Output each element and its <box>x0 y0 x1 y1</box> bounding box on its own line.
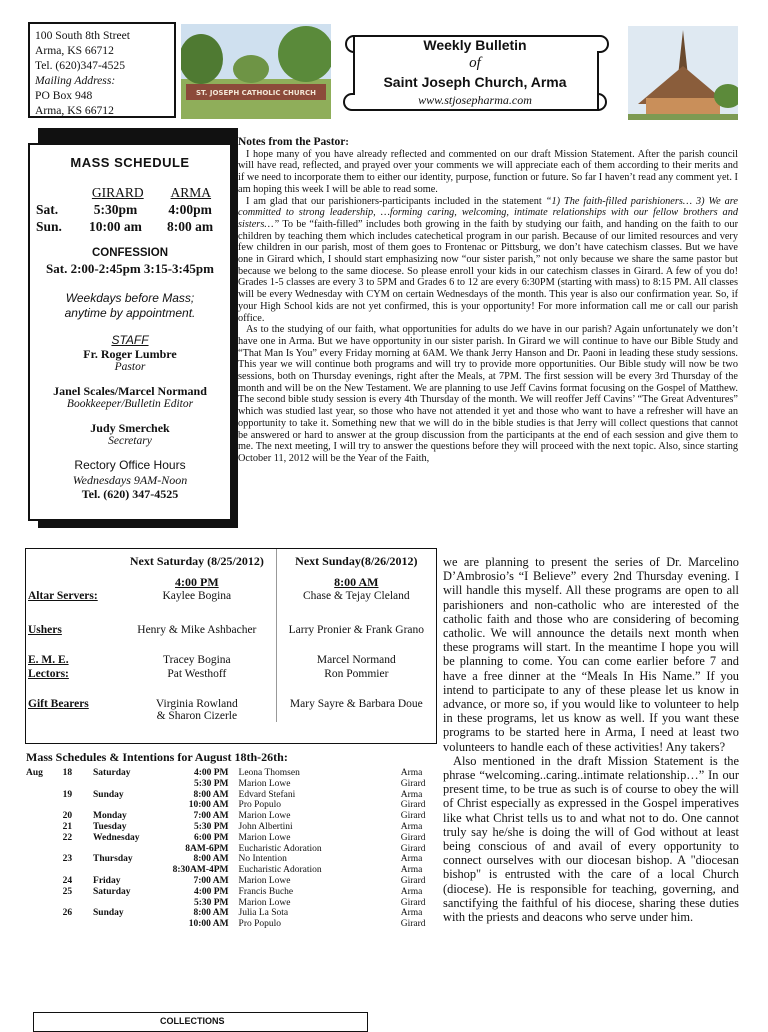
staff-name: Janel Scales/Marcel Normand <box>53 384 207 398</box>
col-arma: ARMA <box>170 185 212 200</box>
list-item: Aug 18 Saturday 4:00 PM Leona Thomsen Arma <box>26 768 423 778</box>
sun-header: Next Sunday(8/26/2012) <box>276 549 436 569</box>
list-item: 5:30 PM Marion Lowe Girard <box>193 778 426 789</box>
sign-text: ST. JOSEPH CATHOLIC CHURCH <box>196 89 316 97</box>
list-item: 5:30 PM Marion Lowe Girard <box>193 897 426 908</box>
notes-paragraph: I am glad that our parishioners-participants included in the statement “1) The faith-filled parishioners… 3) We are committed to strong leadership, …forming caring, welcoming, intimate relationships with our fellow brothers and sisters…” To be “faith-filled” includes both growing in the faith by studying our faith, and handing on the faith to our children by teaching them which includes catechetical program in our parish. Because of our limited resources and very few children in our parish, most of them goes to Frontenac or Pittsburg, we don’t have catechism classes. But we have one in Girard which, I should start emphasizing now “our sister parish,” not only because we share the same pastor but because we belong to the same diocese. So please enroll your kids in our catechism classes in Girard. A few of you do! Grades 1-5 classes are every 3 to 5PM and Grades 6 to 12 are every 6:30PM (starting with mass) to 8:15 PM. All classes will be every Wednesday with CYM on certain Wednesdays of the month. This year is also our confirmation year. So, if your High School kids are not yet confirmed, this is your opportunity! For more information call me or call our parish office. <box>238 195 738 324</box>
list-item: 23 Thursday 8:00 AM No Intention Arma <box>62 854 423 865</box>
address-line: 100 South 8th Street <box>35 29 131 42</box>
confession-title: CONFESSION <box>91 247 169 259</box>
staff-role: Secretary <box>108 435 152 447</box>
banner-title <box>350 36 600 108</box>
notes-paragraph: As to the studying of our faith, what opportunities for adults do we have in our parish? Again unfortunately we don’t have one in Arma. But we have opportunity in our sister parish. In Girard we will continue to have our Bible Study and “That Man Is You” every Friday morning at 6AM. We thank Jerry Hanson and Dr. Paoni in leading these study sessions. This year we will continue both programs and will try to provide more opportunities. Our Bible study will now be two sessions, both on Thursday evenings, right after the Meals, at 7PM. The first session will be every 3rd Thursday of the month and will be on the New Testament. We are planning to use Jeff Cavins format focusing on the Gospel of Matthew. The second bible study session is every 4th Thursday of the month. We will reoffer Jeff Cavins’ “The Great Adventures” which was studied last year, so those who have not attended it yet and those who want to have a refresher will have an opportunity to take it. Something new that we will do in the bible studies is that Jerry will collect questions that cannot be answered or hard to answer at the group discussion from the participants at the end of each session and give them to me. The next meeting, I will try to answer the questions before they will proceed with the next topic. Also, since starting October 11, 2012 will be the Year of the Faith, <box>238 324 738 464</box>
collections-title: COLLECTIONS <box>160 1016 225 1026</box>
table-row: Ushers Henry & Mike Ashbacher Larry Pronier & Frank Grano <box>26 624 436 654</box>
confession-time: Sat. 2:00-2:45pm 3:15-3:45pm <box>46 261 214 276</box>
list-item: 19 Sunday 8:00 AM Edvard Stefani Arma <box>62 789 423 800</box>
ministry-assignments-table <box>25 548 437 744</box>
office-hours: Wednesdays 9AM-Noon <box>72 473 188 487</box>
address-box <box>28 22 176 118</box>
list-item: 21 Tuesday 5:30 PM John Albertini Arma <box>62 821 423 832</box>
list-item: 24 Friday 7:00 AM Marion Lowe Girard <box>62 875 426 886</box>
pastor-notes-continued <box>443 555 739 924</box>
staff-title: STAFF <box>111 333 149 347</box>
list-item: 20 Monday 7:00 AM Marion Lowe Girard <box>62 811 426 822</box>
staff-role: Bookkeeper/Bulletin Editor <box>66 398 194 410</box>
notes-paragraph: I hope many of you have already reflected and commented on our draft Mission Statement. After the parish council will have read, reflected, and prayed over your comments we will appreciate each of them according to their merits and if we need to incorporate them to either our identity, purpose, function or future. So far I haven’t read any comment yet. I am hoping this week I will be able to read some. <box>238 148 738 195</box>
list-item: 8AM-6PM Eucharistic Adoration Girard <box>185 843 426 854</box>
list-item: 26 Sunday 8:00 AM Julia La Sota Arma <box>62 908 423 919</box>
mailing-line: Arma, KS 66712 <box>35 104 114 117</box>
address-line: Arma, KS 66712 <box>35 44 114 57</box>
office-hours-title: Rectory Office Hours <box>74 458 186 472</box>
list-item: 25 Saturday 4:00 PM Francis Buche Arma <box>62 886 423 897</box>
staff-name: Fr. Roger Lumbre <box>83 347 177 361</box>
staff-name: Judy Smerchek <box>90 421 170 435</box>
office-phone: Tel. (620) 347-4525 <box>81 487 179 501</box>
list-item: 22 Wednesday 6:00 PM Marion Lowe Girard <box>62 832 426 843</box>
sat-time: 4:00 PM <box>175 575 219 589</box>
table-row: E. M. E. Tracey Bogina Marcel Normand <box>26 654 436 668</box>
banner-line-3: Saint Joseph Church, Arma <box>383 74 567 90</box>
notes-paragraph: we are planning to present the series of Dr. Marcelino D’Ambrosio’s “I Believe” every 2nd Thursday evening. I will handle this myself. All these programs are open to all parishioners and non-catholic who are interested of the catholic faith and those who are considering of becoming catholic. We will announce the details next month when these programs will start. In the meantime I hope you will be planning to come. You can come earlier before 7 and have a free dinner at the “Meals In His Name.” If you intend to participate to any of these please let us know in advance, or more so, if you would like to volunteer to help in these programs, let us know as well. If you want these programs to be started here in Arma, I need at least two volunteers to handle each of these activities! Any takers? <box>443 555 739 754</box>
notes-title: Notes from the Pastor <box>238 137 346 148</box>
address-line: Tel. (620)347-4525 <box>35 59 125 72</box>
banner-line-1: Weekly Bulletin <box>423 37 527 53</box>
staff-role: Pastor <box>114 361 146 373</box>
list-item: 10:00 AM Pro Populo Girard <box>188 919 426 930</box>
mailing-line: PO Box 948 <box>35 89 93 102</box>
mass-row-sun: Sun. 10:00 am 8:00 am <box>36 219 214 234</box>
banner-url[interactable]: www.stjosepharma.com <box>418 93 532 107</box>
notes-paragraph: Also mentioned in the draft Mission Statement is the phrase “welcoming..caring..intimate relationship…” In our present time, to be true as such is of course to obey the will of Christ especially as expressed in the Gospel imperatives like what Christ tells us to and what not to do. One cannot truly say he/she is doing the will of God without at least being conscious of and avail of every opportunity to connect ourselves with our diocesan bishop. A "diocesan bishop" is entrusted with the care of a local Church (diocese). He is responsible for teaching, governing, and sanctifying the faithful of his diocese, sharing these duties with the priests and deacons who serve under him. <box>443 753 739 925</box>
mass-row-sat: Sat. 5:30pm 4:00pm <box>36 202 212 217</box>
intentions-list <box>26 768 436 930</box>
mass-schedule-title: MASS SCHEDULE <box>70 155 190 170</box>
weekdays-line-1: Weekdays before Mass; <box>65 291 195 305</box>
table-row: Gift Bearers Virginia Rowland & Sharon Cizerle Mary Sayre & Barbara Doue <box>26 698 436 722</box>
mass-schedule-box <box>28 143 232 521</box>
sun-time: 8:00 AM <box>276 569 436 590</box>
pastor-notes: Notes from the Pastor: I hope many of you have already reflected and commented on our draft Mission Statement. After the parish council will have read, reflected, and prayed over your comments we will appreciate each of them according to their merits and if we need to incorporate them to either our identity, purpose, function or future. So far I haven’t read any comment yet. I am hoping this week I will be able to read some. I am glad that our parishioners-participants included in the statement “1) The faith-filled parishioners… 3) We are committed to strong leadership, …forming caring, welcoming, intimate relationships with our fellow brothers and sisters…” To be “faith-filled” includes both growing in the faith by studying our faith, and handing on the faith to our children by teaching them which includes catechetical program in our parish. Because of our limited resources and very few children in our parish, most of them goes to Frontenac or Pittsburg, we don’t have catechism classes. But we have one in Girard which, I should start emphasizing now “our sister parish,” not only because we share the same pastor but because we belong to the same diocese. So please enroll your kids in our catechism classes in Girard. A few of you do! Grades 1-5 classes are every 3 to 5PM and Grades 6 to 12 are every 6:30PM (starting with mass) to 8:15 PM. All classes will be every Wednesday with CYM on certain Wednesdays of the month. This year is also our confirmation year. So, if your High School kids are not yet confirmed, this is your opportunity! For more information call me or call our parish office. As to the studying of our faith, what opportunities for adults do we have in our parish? Again unfortunately we don’t have one in Arma. But we have opportunity in our sister parish. In Girard we will continue to have our Bible Study and “That Man Is You” every Friday morning at 6AM. We thank Jerry Hanson and Dr. Paoni in leading these study sessions. This year we will continue both programs and will try to provide more opportunities. Our Bible study will now be two sessions, both on Thursday evenings, right after the Meals, at 7PM. The first session will be every 3rd Thursday of the month and will be on the New Testament. We are planning to use Jeff Cavins format focusing on the Gospel of Matthew. The second bible study session is every 4th Thursday of the month. We will reoffer Jeff Cavins’ “The Great Adventures” which was studied last year, so those who have not attended it yet and those who want to have a refresher will have an opportunity to take it. Something new that we will do in the bible studies is that Jerry will collect questions that cannot be answered or hard to answer at the group discussion from the participants at the end of each session and give them to me. The next meeting, I will try to answer the questions before they will proceed with the next topic. Also, since starting October 11, 2012 will be the Year of the Faith, <box>238 137 738 464</box>
table-row: Altar Servers: Kaylee Bogina Chase & Tejay Cleland <box>26 590 436 624</box>
intentions-title: Mass Schedules & Intentions for August 18th-26th: <box>26 750 288 764</box>
col-girard: GIRARD <box>91 185 144 200</box>
banner-line-2: of <box>469 55 481 71</box>
church-building-photo <box>628 26 738 120</box>
table-row: Lectors: Pat Westhoff Ron Pommier <box>26 668 436 698</box>
list-item: 10:00 AM Pro Populo Girard <box>188 800 426 811</box>
sat-header: Next Saturday (8/25/2012) <box>129 554 264 568</box>
church-sign-photo <box>181 24 331 119</box>
list-item: 8:30AM-4PM Eucharistic Adoration Arma <box>172 865 423 876</box>
weekdays-line-2: anytime by appointment. <box>64 306 196 320</box>
mailing-label: Mailing Address: <box>35 74 116 87</box>
